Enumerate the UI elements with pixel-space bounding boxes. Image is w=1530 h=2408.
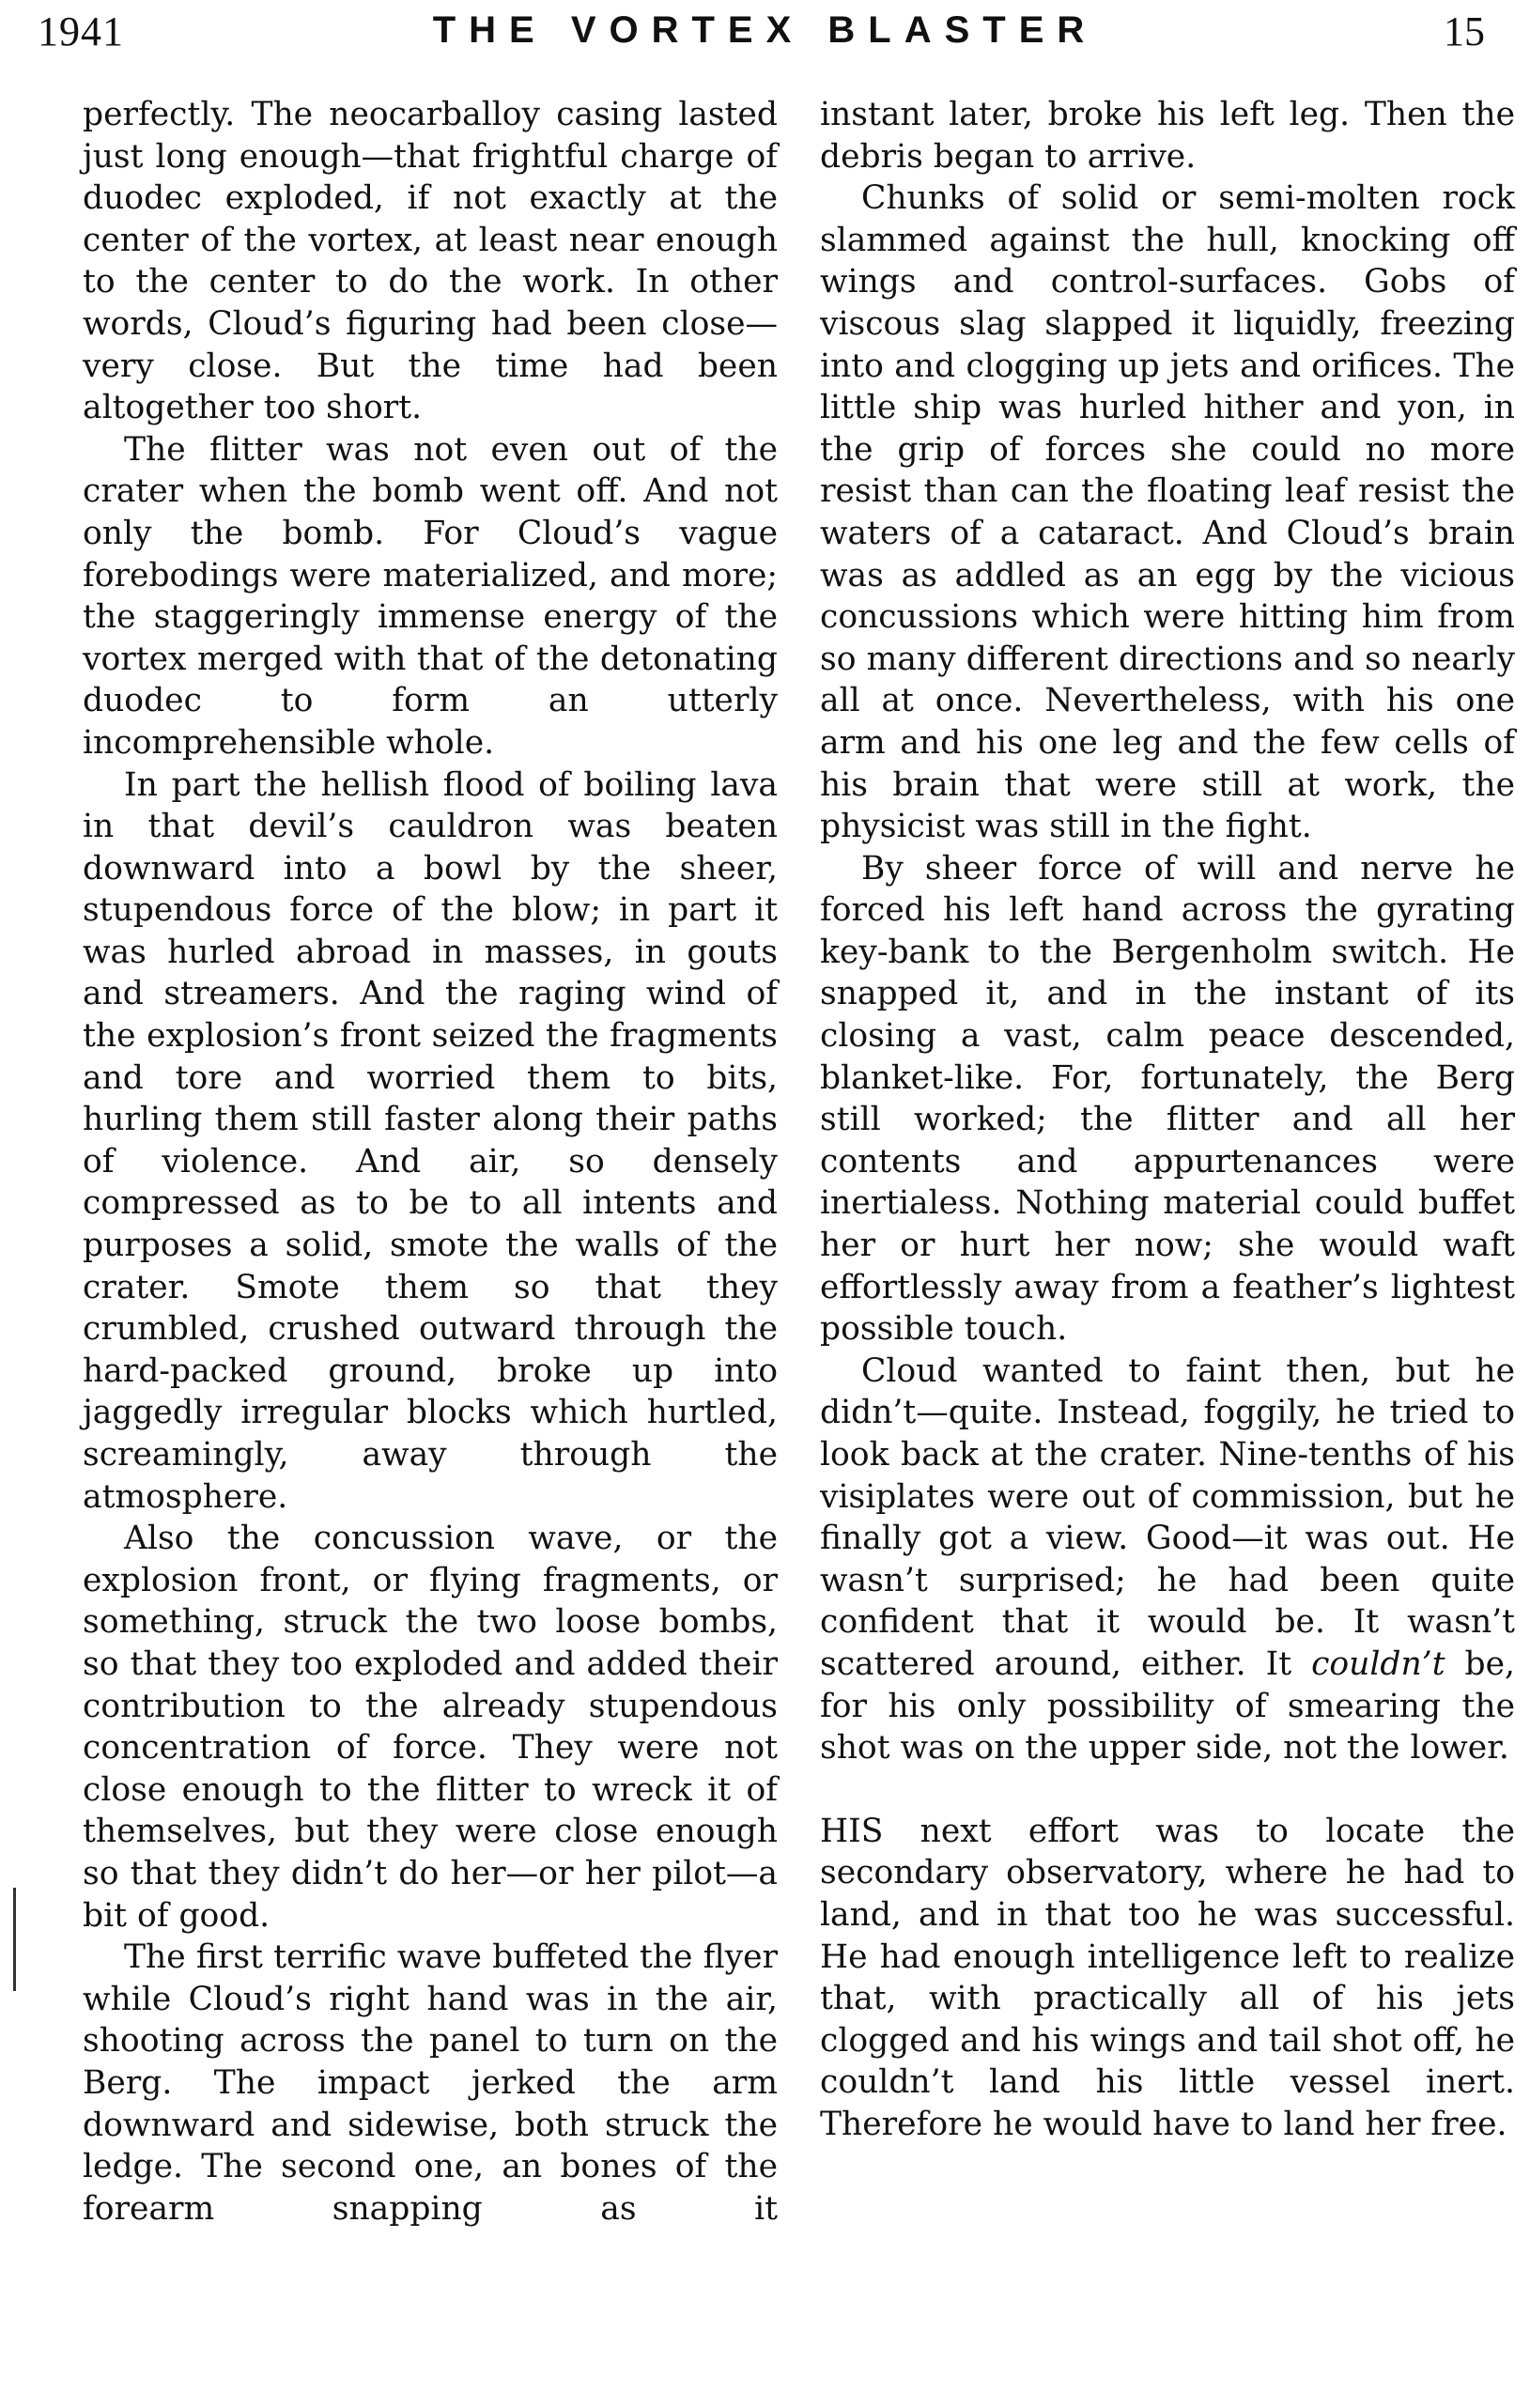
paragraph: perfectly. The neocarballoy casing lasted just long enough—that frightful charge of duodec exploded, if not exactly at the center of the vortex, at least near enough to the center to do the work. In other words, Cloud’s figuring had been close—very close. But the time had been altogether too short. [83, 96, 778, 427]
paragraph: Also the concussion wave, or the explosion front, or flying fragments, or something, struck the two loose bombs, so that they too exploded and added their contribution to the already stupendous concentration of force. They were not close enough to the flitter to wreck it of themselves, but they were close enough so that they didn’t do her—or her pilot—a bit of good. [83, 1520, 778, 1935]
left-column [83, 94, 778, 2230]
paragraph [820, 1351, 1515, 1769]
section-start-paragraph: HIS next effort was to locate the secondary observatory, where he had to land, and in that too he was successful. He had enough intelligence left to realize that, with practically all of his jets clogged and his wings and tail shot off, he couldn’t land his little vessel inert. Therefore he would have to land her free. [820, 1812, 1515, 2143]
paragraph: The first terrific wave buffeted the flyer while Cloud’s right hand was in the air, shooting across the panel to turn on the Berg. The impact jerked the arm downward and sidewise, both struck the ledge. The second one, an bones of the forearm snapping as it [83, 1938, 778, 2228]
paragraph-text: Cloud wanted to faint then, but he didn’t—quite. Instead, foggily, he tried to look back at the crater. Nine-tenths of his visiplates were out of commission, but he finally got a view. Good—it was out. He wasn’t surprised; he had been quite confident that it would be. It wasn’t scattered around, either. It [820, 1351, 1515, 1683]
running-title: THE VORTEX BLASTER [432, 9, 1098, 51]
paragraph-text: be, for his only possibility of smearing the shot was on the upper side, not the lower. [820, 1644, 1516, 1767]
paragraph: By sheer force of will and nerve he forced his left hand across the gyrating key-bank to the Bergenholm switch. He snapped it, and in the instant of its closing a vast, calm peace descended, blanket-like. For, fortunately, the Berg still worked; the flitter and all her contents and appurtenances were inertialess. Nothing material could buffet her or hurt her now; she would waft effortlessly away from a feather’s lightest possible touch. [820, 849, 1515, 1349]
page-number: 15 [1444, 8, 1485, 54]
margin-mark [13, 1888, 16, 1991]
page-header [0, 8, 1530, 64]
paragraph: In part the hellish flood of boiling lava in that devil’s cauldron was beaten downward into a bowl by the sheer, stupendous force of the blow; in part it was hurled abroad in masses, in gouts and streamers. And the raging wind of the explosion’s front seized the fragments and tore and worried them to bits, hurling them still faster along their paths of violence. And air, so densely compressed as to be to all intents and purposes a solid, smote the walls of the crater. Smote them so that they crumbled, crushed outward through the hard-packed ground, broke up into jaggedly irregular blocks which hurtled, screamingly, away through the atmosphere. [83, 765, 778, 1516]
paragraph: instant later, broke his left leg. Then the debris began to arrive. [820, 96, 1515, 176]
header-year: 1941 [38, 8, 124, 54]
emphasized-word: couldn’t [1311, 1644, 1445, 1683]
paragraph: Chunks of solid or semi-molten rock slammed against the hull, knocking off wings and control-surfaces. Gobs of viscous slag slapped it liquidly, freezing into and clogging up jets and orifices. The little ship was hurled hither and yon, in the grip of forces she could no more resist than can the floating leaf resist the waters of a cataract. And Cloud’s brain was as addled as an egg by the vicious concussions which were hitting him from so many different directions and so nearly all at once. Nevertheless, with his one arm and his one leg and the few cells of his brain that were still at work, the physicist was still in the fight. [820, 179, 1515, 846]
paragraph: The flitter was not even out of the crater when the bomb went off. And not only the bomb. For Cloud’s vague forebodings were materialized, and more; the staggeringly immense energy of the vortex merged with that of the detonating duodec to form an utterly incomprehensible whole. [83, 430, 778, 762]
right-column [820, 94, 1515, 2146]
